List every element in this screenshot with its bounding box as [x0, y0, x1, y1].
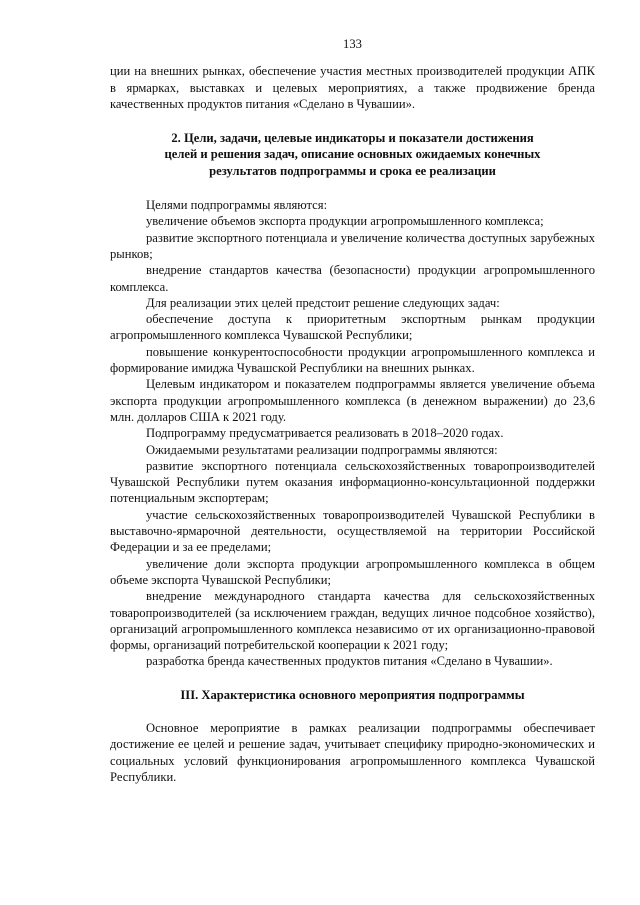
paragraph: Ожидаемыми результатами реализации подпрограммы являются: — [146, 442, 498, 457]
paragraph: Целевым индикатором и показателем подпрограммы является увеличение объема экспорта продукции агропромышленного комплекса (в денежном выражении) до 23,6 млн. долларов США к 2021 году. — [110, 377, 595, 424]
paragraph: обеспечение доступа к приоритетным экспортным рынкам продукции агропромышленного комплекса Чувашской Республики; — [110, 312, 595, 343]
paragraph: внедрение стандартов качества (безопасности) продукции агропромышленного комплекса. — [110, 263, 595, 294]
paragraph: Целями подпрограммы являются: — [146, 198, 328, 213]
paragraph: увеличение доли экспорта продукции агропромышленного комплекса в общем объеме экспорта Чувашской Республики; — [110, 556, 595, 587]
intro-paragraph: ции на внешних рынках, обеспечение участия местных производителей продукции АПК в ярмарках, выставках и целевых мероприятиях, а также продвижение бренда качественных продуктов питания «Сделано в Чувашии». — [110, 64, 595, 111]
paragraph: участие сельскохозяйственных товаропроизводителей Чувашской Республики в выставочно-ярмарочной деятельности, осуществляемой на территории Российской Федерации и за ее пределами; — [110, 507, 595, 555]
paragraph: развитие экспортного потенциала и увеличение количества доступных зарубежных рынков; — [110, 230, 595, 261]
section-2-body — [110, 197, 595, 670]
paragraph: развитие экспортного потенциала сельскохозяйственных товаропроизводителей Чувашской Республики путем оказания информационно-консультационной поддержки потенциальным экспортерам; — [110, 458, 595, 506]
section-2-heading: 2. Цели, задачи, целевые индикаторы и показатели достижения целей и решения задач, описание основных ожидаемых конечных результатов подпрограммы и срока ее реализации — [164, 131, 541, 178]
paragraph: Для реализации этих целей предстоит решение следующих задач: — [146, 295, 500, 310]
paragraph: повышение конкурентоспособности продукции агропромышленного комплекса и формирование имиджа Чувашской Республики на внешних рынках. — [110, 344, 595, 376]
section-3-heading: III. Характеристика основного мероприятия подпрограммы — [180, 687, 525, 702]
paragraph: внедрение международного стандарта качества для сельскохозяйственных товаропроизводителей (за исключением граждан, ведущих личное подсобное хозяйство), организаций агропромышленного комплекса независимо от их организационно-правовой формы, организаций потребительской кооперации к 2021 году; — [110, 589, 595, 653]
paragraph: разработка бренда качественных продуктов питания «Сделано в Чувашии». — [146, 654, 553, 669]
paragraph: Подпрограмму предусматривается реализовать в 2018–2020 годах. — [146, 426, 504, 441]
page-number: 133 — [343, 37, 362, 51]
section-3-body — [110, 720, 595, 785]
paragraph: Основное мероприятие в рамках реализации подпрограммы обеспечивает достижение ее целей и решение задач, учитывает специфику природно-экономических и социальных условий функционирования агропромышленного комплекса Чувашской Республики. — [110, 720, 595, 784]
paragraph: увеличение объемов экспорта продукции агропромышленного комплекса; — [146, 214, 544, 229]
